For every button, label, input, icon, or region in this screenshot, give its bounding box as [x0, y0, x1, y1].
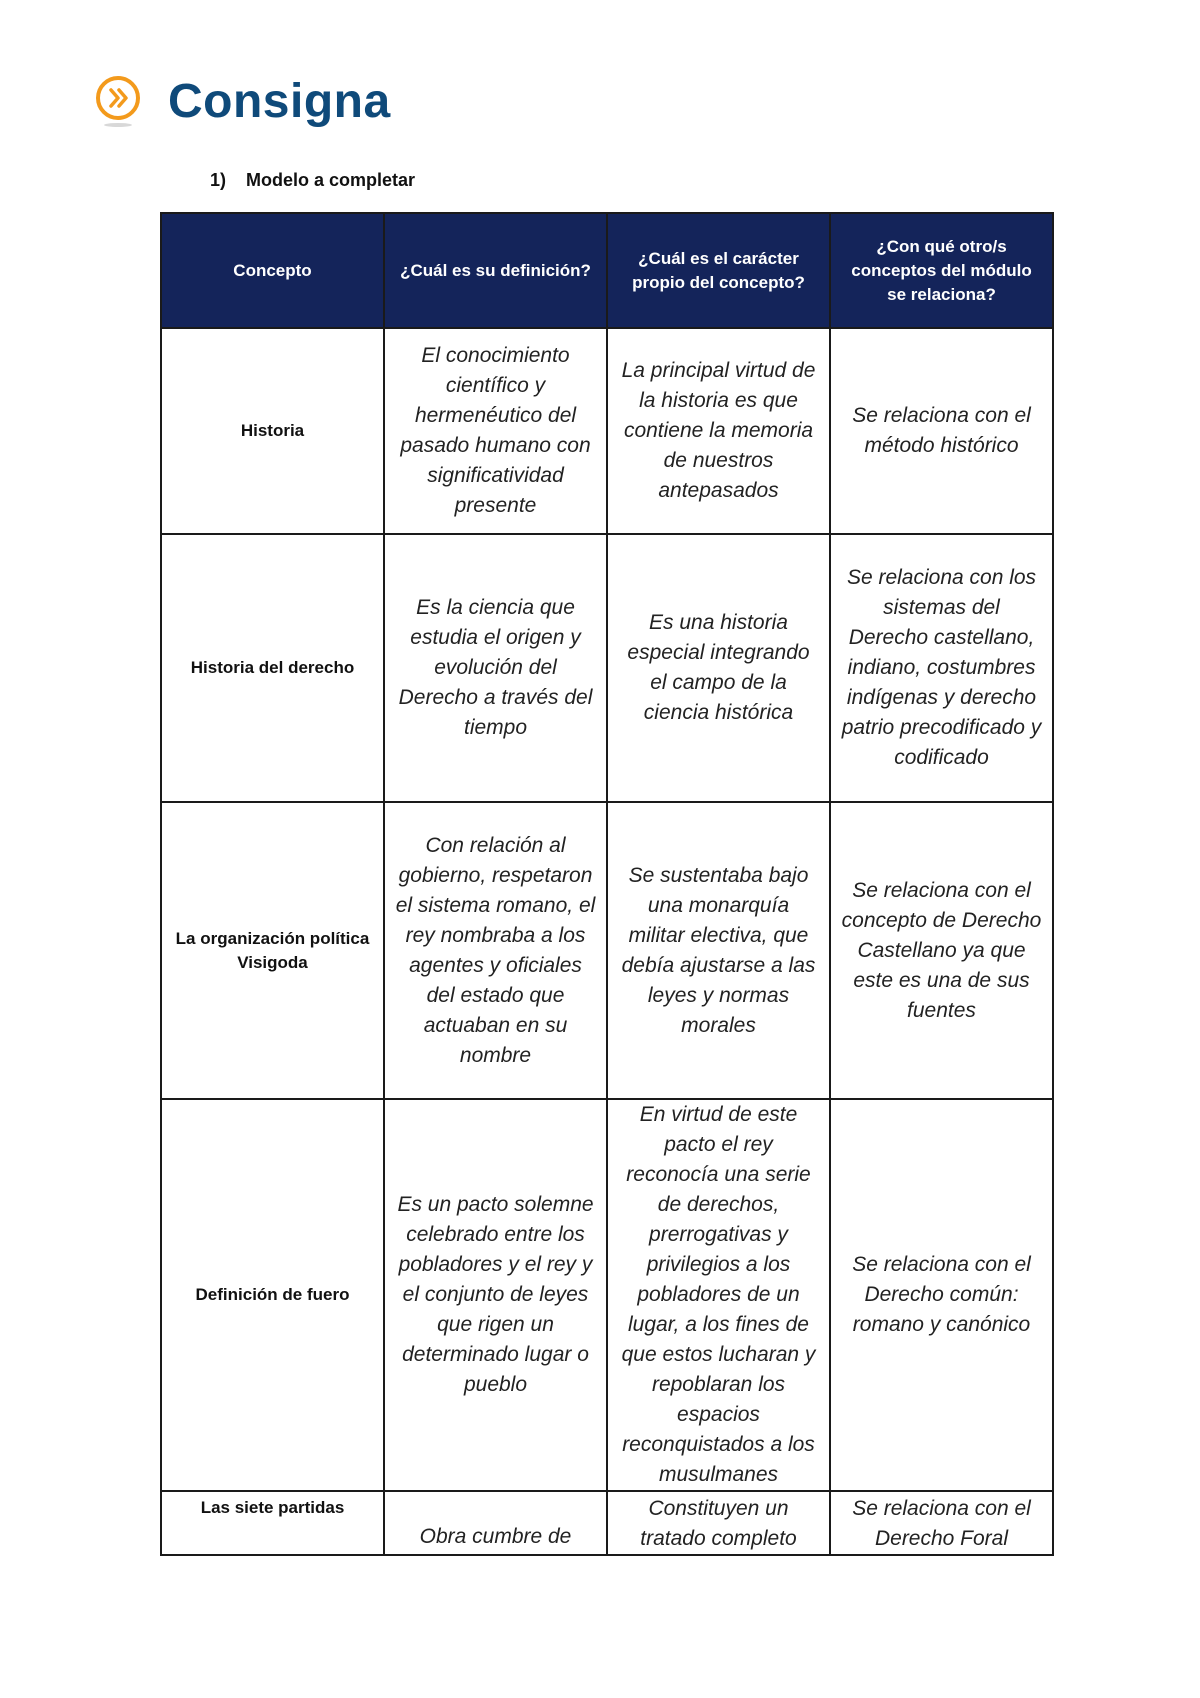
concept-cell: La organización política Visigoda — [161, 802, 384, 1099]
column-header-definition: ¿Cuál es su definición? — [384, 213, 607, 328]
definition-cell: El conocimiento científico y hermenéutico del pasado humano con significatividad presente — [384, 328, 607, 534]
relation-cell: Se relaciona con los sistemas del Derecho castellano, indiano, costumbres indígenas y derecho patrio precodificado y codificado — [830, 534, 1053, 802]
definition-cell: Es un pacto solemne celebrado entre los pobladores y el rey y el conjunto de leyes que rigen un determinado lugar o pueblo — [384, 1099, 607, 1491]
page-title: Consigna — [168, 74, 391, 128]
section-heading — [210, 170, 415, 191]
definition-cell: Obra cumbre de — [384, 1491, 607, 1555]
character-cell: Es una historia especial integrando el campo de la ciencia histórica — [607, 534, 830, 802]
table-row — [161, 1491, 1053, 1555]
character-cell: En virtud de este pacto el rey reconocía una serie de derechos, prerrogativas y privilegios a los pobladores de un lugar, a los fines de que estos lucharan y repoblaran los espacios reconquistados a los musulmanes — [607, 1099, 830, 1491]
concept-cell: Historia — [161, 328, 384, 534]
section-label: Modelo a completar — [246, 170, 416, 190]
table-row — [161, 534, 1053, 802]
concept-table — [160, 212, 1054, 1556]
relation-cell: Se relaciona con el Derecho Foral — [830, 1491, 1053, 1555]
page-header — [92, 72, 391, 130]
character-cell: Constituyen un tratado completo — [607, 1491, 830, 1555]
table-row — [161, 328, 1053, 534]
chevron-circle-icon — [92, 72, 150, 130]
concept-cell: Definición de fuero — [161, 1099, 384, 1491]
relation-cell: Se relaciona con el concepto de Derecho Castellano ya que este es una de sus fuentes — [830, 802, 1053, 1099]
definition-cell: Es la ciencia que estudia el origen y evolución del Derecho a través del tiempo — [384, 534, 607, 802]
concept-cell: Historia del derecho — [161, 534, 384, 802]
table-row — [161, 1099, 1053, 1491]
section-number: 1) — [210, 170, 227, 190]
table-row — [161, 802, 1053, 1099]
column-header-relation: ¿Con qué otro/s conceptos del módulo se relaciona? — [830, 213, 1053, 328]
column-header-character: ¿Cuál es el carácter propio del concepto? — [607, 213, 830, 328]
character-cell: Se sustentaba bajo una monarquía militar electiva, que debía ajustarse a las leyes y normas morales — [607, 802, 830, 1099]
definition-cell: Con relación al gobierno, respetaron el sistema romano, el rey nombraba a los agentes y oficiales del estado que actuaban en su nombre — [384, 802, 607, 1099]
concept-cell: Las siete partidas — [161, 1491, 384, 1555]
column-header-concept: Concepto — [161, 213, 384, 328]
relation-cell: Se relaciona con el método histórico — [830, 328, 1053, 534]
character-cell: La principal virtud de la historia es que contiene la memoria de nuestros antepasados — [607, 328, 830, 534]
relation-cell: Se relaciona con el Derecho común: romano y canónico — [830, 1099, 1053, 1491]
table-header-row — [161, 213, 1053, 328]
